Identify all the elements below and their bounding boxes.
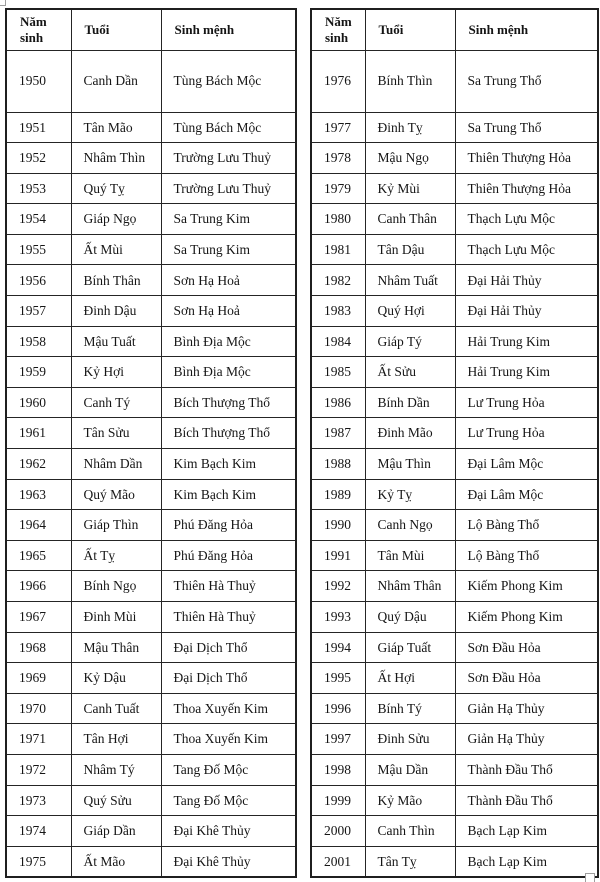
table-row bbox=[6, 510, 296, 541]
year-cell: 1957 bbox=[6, 296, 71, 327]
table-row bbox=[6, 265, 296, 296]
fate-cell: Phú Đăng Hỏa bbox=[161, 540, 296, 571]
fate-cell: Sơn Hạ Hoả bbox=[161, 265, 296, 296]
table-row bbox=[311, 540, 598, 571]
age-cell: Ất Hợi bbox=[365, 663, 455, 694]
header-nam-sinh: Năm sinh bbox=[6, 9, 71, 50]
table-row bbox=[6, 326, 296, 357]
year-cell: 1991 bbox=[311, 540, 365, 571]
year-cell: 1965 bbox=[6, 540, 71, 571]
table-body bbox=[6, 50, 296, 877]
age-cell: Quý Tỵ bbox=[71, 173, 161, 204]
table-row bbox=[6, 143, 296, 174]
table-row bbox=[311, 846, 598, 877]
year-cell: 1999 bbox=[311, 785, 365, 816]
fate-cell: Sơn Đầu Hỏa bbox=[455, 632, 598, 663]
age-cell: Đinh Sửu bbox=[365, 724, 455, 755]
year-cell: 1988 bbox=[311, 449, 365, 480]
age-cell: Bính Thìn bbox=[365, 50, 455, 112]
year-cell: 1977 bbox=[311, 112, 365, 143]
year-cell: 1950 bbox=[6, 50, 71, 112]
table-row bbox=[6, 632, 296, 663]
table-row bbox=[6, 846, 296, 877]
age-cell: Bính Dần bbox=[365, 387, 455, 418]
fate-cell: Giản Hạ Thủy bbox=[455, 724, 598, 755]
table-row bbox=[6, 785, 296, 816]
table-row bbox=[6, 754, 296, 785]
fate-cell: Thạch Lựu Mộc bbox=[455, 204, 598, 235]
year-cell: 1963 bbox=[6, 479, 71, 510]
age-cell: Canh Thìn bbox=[365, 816, 455, 847]
fate-cell: Sơn Hạ Hoả bbox=[161, 296, 296, 327]
table-row bbox=[311, 571, 598, 602]
fate-cell: Thoa Xuyến Kim bbox=[161, 693, 296, 724]
age-cell: Canh Tý bbox=[71, 387, 161, 418]
fate-cell: Thành Đầu Thổ bbox=[455, 785, 598, 816]
year-cell: 1958 bbox=[6, 326, 71, 357]
age-cell: Ất Tỵ bbox=[71, 540, 161, 571]
year-cell: 1994 bbox=[311, 632, 365, 663]
fate-cell: Tang Đố Mộc bbox=[161, 785, 296, 816]
year-cell: 1952 bbox=[6, 143, 71, 174]
year-cell: 1987 bbox=[311, 418, 365, 449]
fate-cell: Sa Trung Thổ bbox=[455, 50, 598, 112]
fate-cell: Bình Địa Mộc bbox=[161, 357, 296, 388]
year-cell: 1993 bbox=[311, 602, 365, 633]
table-row bbox=[6, 387, 296, 418]
table-row bbox=[311, 387, 598, 418]
header-tuoi: Tuổi bbox=[71, 9, 161, 50]
age-cell: Quý Sửu bbox=[71, 785, 161, 816]
age-cell: Quý Dậu bbox=[365, 602, 455, 633]
year-cell: 1990 bbox=[311, 510, 365, 541]
age-cell: Giáp Tuất bbox=[365, 632, 455, 663]
age-cell: Nhâm Tuất bbox=[365, 265, 455, 296]
fate-cell: Đại Khê Thủy bbox=[161, 846, 296, 877]
year-cell: 1989 bbox=[311, 479, 365, 510]
table-row bbox=[311, 785, 598, 816]
year-cell: 1959 bbox=[6, 357, 71, 388]
table-row bbox=[311, 112, 598, 143]
year-cell: 1962 bbox=[6, 449, 71, 480]
fate-cell: Hải Trung Kim bbox=[455, 326, 598, 357]
year-cell: 1976 bbox=[311, 50, 365, 112]
age-cell: Giáp Ngọ bbox=[71, 204, 161, 235]
table-row bbox=[6, 296, 296, 327]
year-cell: 1971 bbox=[6, 724, 71, 755]
year-cell: 1981 bbox=[311, 234, 365, 265]
year-cell: 1972 bbox=[6, 754, 71, 785]
table-row bbox=[311, 632, 598, 663]
table-row bbox=[6, 173, 296, 204]
age-cell: Tân Tỵ bbox=[365, 846, 455, 877]
table-row bbox=[311, 663, 598, 694]
fate-cell: Kim Bạch Kim bbox=[161, 479, 296, 510]
year-cell: 1968 bbox=[6, 632, 71, 663]
age-cell: Giáp Dần bbox=[71, 816, 161, 847]
fate-cell: Phú Đăng Hỏa bbox=[161, 510, 296, 541]
table-row bbox=[6, 418, 296, 449]
zodiac-table-1950-1975 bbox=[5, 8, 297, 878]
fate-cell: Bích Thượng Thổ bbox=[161, 418, 296, 449]
fate-cell: Đại Hải Thủy bbox=[455, 296, 598, 327]
year-cell: 1956 bbox=[6, 265, 71, 296]
fate-cell: Thiên Hà Thuỷ bbox=[161, 571, 296, 602]
year-cell: 1960 bbox=[6, 387, 71, 418]
table-row bbox=[6, 693, 296, 724]
header-sinh-menh: Sinh mệnh bbox=[455, 9, 598, 50]
age-cell: Kỷ Mùi bbox=[365, 173, 455, 204]
year-cell: 1969 bbox=[6, 663, 71, 694]
zodiac-table-1976-2001 bbox=[310, 8, 599, 878]
age-cell: Giáp Thìn bbox=[71, 510, 161, 541]
fate-cell: Giản Hạ Thủy bbox=[455, 693, 598, 724]
table-row bbox=[311, 754, 598, 785]
fate-cell: Đại Dịch Thổ bbox=[161, 663, 296, 694]
table-row bbox=[6, 357, 296, 388]
age-cell: Bính Tý bbox=[365, 693, 455, 724]
age-cell: Đinh Mão bbox=[365, 418, 455, 449]
year-cell: 1982 bbox=[311, 265, 365, 296]
age-cell: Nhâm Thân bbox=[365, 571, 455, 602]
age-cell: Kỷ Tỵ bbox=[365, 479, 455, 510]
fate-cell: Thoa Xuyến Kim bbox=[161, 724, 296, 755]
year-cell: 1975 bbox=[6, 846, 71, 877]
year-cell: 1964 bbox=[6, 510, 71, 541]
age-cell: Canh Tuất bbox=[71, 693, 161, 724]
age-cell: Giáp Tý bbox=[365, 326, 455, 357]
fate-cell: Kiếm Phong Kim bbox=[455, 602, 598, 633]
year-cell: 1961 bbox=[6, 418, 71, 449]
fate-cell: Tùng Bách Mộc bbox=[161, 50, 296, 112]
year-cell: 1954 bbox=[6, 204, 71, 235]
table-row bbox=[6, 663, 296, 694]
table-row bbox=[311, 510, 598, 541]
year-cell: 1995 bbox=[311, 663, 365, 694]
table-row bbox=[311, 449, 598, 480]
table-row bbox=[6, 479, 296, 510]
table-row bbox=[311, 724, 598, 755]
age-cell: Mậu Dần bbox=[365, 754, 455, 785]
age-cell: Đinh Dậu bbox=[71, 296, 161, 327]
age-cell: Mậu Tuất bbox=[71, 326, 161, 357]
year-cell: 2000 bbox=[311, 816, 365, 847]
table-row bbox=[6, 540, 296, 571]
fate-cell: Lư Trung Hỏa bbox=[455, 387, 598, 418]
age-cell: Nhâm Dần bbox=[71, 449, 161, 480]
age-cell: Mậu Thân bbox=[71, 632, 161, 663]
age-cell: Đinh Mùi bbox=[71, 602, 161, 633]
year-cell: 1978 bbox=[311, 143, 365, 174]
table-row bbox=[6, 449, 296, 480]
age-cell: Đinh Tỵ bbox=[365, 112, 455, 143]
age-cell: Ất Mão bbox=[71, 846, 161, 877]
table-body bbox=[311, 50, 598, 877]
table-header-row bbox=[6, 9, 296, 50]
table-row bbox=[311, 693, 598, 724]
header-nam-sinh: Năm sinh bbox=[311, 9, 365, 50]
fate-cell: Thiên Hà Thuỷ bbox=[161, 602, 296, 633]
year-cell: 1967 bbox=[6, 602, 71, 633]
table-row bbox=[6, 234, 296, 265]
year-cell: 1980 bbox=[311, 204, 365, 235]
table-row bbox=[311, 602, 598, 633]
age-cell: Bính Ngọ bbox=[71, 571, 161, 602]
fate-cell: Đại Lâm Mộc bbox=[455, 479, 598, 510]
age-cell: Nhâm Thìn bbox=[71, 143, 161, 174]
age-cell: Tân Dậu bbox=[365, 234, 455, 265]
year-cell: 1974 bbox=[6, 816, 71, 847]
age-cell: Tân Sửu bbox=[71, 418, 161, 449]
year-cell: 1953 bbox=[6, 173, 71, 204]
year-cell: 1996 bbox=[311, 693, 365, 724]
fate-cell: Kiếm Phong Kim bbox=[455, 571, 598, 602]
table-row bbox=[311, 234, 598, 265]
age-cell: Kỷ Dậu bbox=[71, 663, 161, 694]
year-cell: 1951 bbox=[6, 112, 71, 143]
age-cell: Canh Ngọ bbox=[365, 510, 455, 541]
year-cell: 2001 bbox=[311, 846, 365, 877]
age-cell: Quý Mão bbox=[71, 479, 161, 510]
table-row bbox=[311, 296, 598, 327]
table-row bbox=[6, 204, 296, 235]
fate-cell: Sa Trung Kim bbox=[161, 204, 296, 235]
fate-cell: Hải Trung Kim bbox=[455, 357, 598, 388]
table-row bbox=[311, 326, 598, 357]
fate-cell: Lộ Bàng Thổ bbox=[455, 540, 598, 571]
year-cell: 1983 bbox=[311, 296, 365, 327]
fate-cell: Thiên Thượng Hỏa bbox=[455, 143, 598, 174]
fate-cell: Lộ Bàng Thổ bbox=[455, 510, 598, 541]
age-cell: Tân Mùi bbox=[365, 540, 455, 571]
table-row bbox=[6, 816, 296, 847]
table-row bbox=[311, 479, 598, 510]
year-cell: 1992 bbox=[311, 571, 365, 602]
fate-cell: Thạch Lựu Mộc bbox=[455, 234, 598, 265]
table-row bbox=[311, 50, 598, 112]
table-row bbox=[311, 204, 598, 235]
fate-cell: Tang Đố Mộc bbox=[161, 754, 296, 785]
table-row bbox=[6, 112, 296, 143]
table-row bbox=[6, 724, 296, 755]
fate-cell: Sa Trung Kim bbox=[161, 234, 296, 265]
age-cell: Mậu Thìn bbox=[365, 449, 455, 480]
table-row bbox=[311, 357, 598, 388]
fate-cell: Kim Bạch Kim bbox=[161, 449, 296, 480]
table-row bbox=[311, 816, 598, 847]
fate-cell: Sơn Đầu Hỏa bbox=[455, 663, 598, 694]
age-cell: Ất Sửu bbox=[365, 357, 455, 388]
table-header-row bbox=[311, 9, 598, 50]
table-row bbox=[6, 50, 296, 112]
fate-cell: Bạch Lạp Kim bbox=[455, 846, 598, 877]
age-cell: Canh Dần bbox=[71, 50, 161, 112]
age-cell: Kỷ Hợi bbox=[71, 357, 161, 388]
age-cell: Bính Thân bbox=[71, 265, 161, 296]
age-cell: Ất Mùi bbox=[71, 234, 161, 265]
age-cell: Tân Hợi bbox=[71, 724, 161, 755]
age-cell: Tân Mão bbox=[71, 112, 161, 143]
table-row bbox=[6, 571, 296, 602]
year-cell: 1985 bbox=[311, 357, 365, 388]
fate-cell: Sa Trung Thổ bbox=[455, 112, 598, 143]
age-cell: Kỷ Mão bbox=[365, 785, 455, 816]
age-cell: Mậu Ngọ bbox=[365, 143, 455, 174]
selection-handle-top-left[interactable] bbox=[0, 0, 6, 6]
year-cell: 1997 bbox=[311, 724, 365, 755]
fate-cell: Tùng Bách Mộc bbox=[161, 112, 296, 143]
age-cell: Quý Hợi bbox=[365, 296, 455, 327]
year-cell: 1998 bbox=[311, 754, 365, 785]
fate-cell: Đại Lâm Mộc bbox=[455, 449, 598, 480]
table-row bbox=[311, 265, 598, 296]
year-cell: 1970 bbox=[6, 693, 71, 724]
table-row bbox=[311, 418, 598, 449]
table-row bbox=[311, 143, 598, 174]
fate-cell: Đại Khê Thủy bbox=[161, 816, 296, 847]
table-row bbox=[6, 602, 296, 633]
year-cell: 1984 bbox=[311, 326, 365, 357]
year-cell: 1973 bbox=[6, 785, 71, 816]
fate-cell: Đại Hải Thủy bbox=[455, 265, 598, 296]
header-tuoi: Tuổi bbox=[365, 9, 455, 50]
header-sinh-menh: Sinh mệnh bbox=[161, 9, 296, 50]
fate-cell: Bạch Lạp Kim bbox=[455, 816, 598, 847]
age-cell: Nhâm Tý bbox=[71, 754, 161, 785]
fate-cell: Lư Trung Hỏa bbox=[455, 418, 598, 449]
table-row bbox=[311, 173, 598, 204]
fate-cell: Thiên Thượng Hỏa bbox=[455, 173, 598, 204]
year-cell: 1966 bbox=[6, 571, 71, 602]
year-cell: 1979 bbox=[311, 173, 365, 204]
selection-handle-bottom-right[interactable] bbox=[585, 873, 595, 882]
fate-cell: Trường Lưu Thuỷ bbox=[161, 173, 296, 204]
fate-cell: Bích Thượng Thổ bbox=[161, 387, 296, 418]
fate-cell: Thành Đầu Thổ bbox=[455, 754, 598, 785]
year-cell: 1986 bbox=[311, 387, 365, 418]
year-cell: 1955 bbox=[6, 234, 71, 265]
fate-cell: Trường Lưu Thuỷ bbox=[161, 143, 296, 174]
age-cell: Canh Thân bbox=[365, 204, 455, 235]
fate-cell: Bình Địa Mộc bbox=[161, 326, 296, 357]
fate-cell: Đại Dịch Thổ bbox=[161, 632, 296, 663]
